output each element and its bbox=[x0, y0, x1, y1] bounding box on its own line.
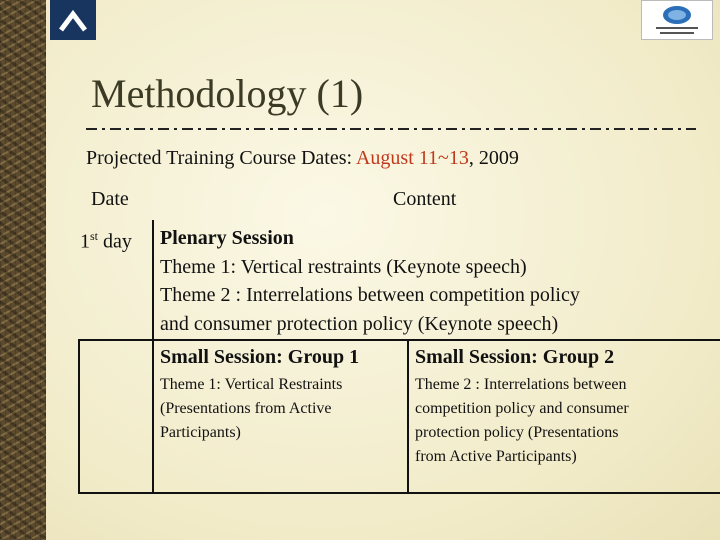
date-column-header: Date bbox=[91, 188, 129, 210]
content-column-header: Content bbox=[393, 188, 457, 210]
group1-description: Theme 1: Vertical Restraints (Presentations from Active Participants) bbox=[160, 376, 343, 441]
dates-year: , 2009 bbox=[468, 147, 519, 169]
group2-title: Small Session: Group 2 bbox=[415, 346, 615, 368]
plenary-session bbox=[160, 224, 580, 338]
table-left-border bbox=[78, 339, 80, 494]
course-dates bbox=[86, 146, 519, 170]
chevron-up-icon bbox=[58, 6, 88, 34]
table-divider-groups bbox=[407, 339, 409, 494]
group1-title: Small Session: Group 1 bbox=[160, 346, 360, 368]
table-bottom-border bbox=[78, 492, 720, 494]
apec-logo-icon bbox=[641, 0, 713, 40]
dates-label: Projected Training Course Dates: bbox=[86, 147, 356, 169]
title-divider bbox=[86, 128, 696, 130]
group2-description: Theme 2 : Interrelations between competition policy and consumer protection policy (Presentations from Active Participants) bbox=[415, 376, 629, 465]
table-row-divider bbox=[78, 339, 720, 341]
decorative-sidebar bbox=[0, 0, 46, 540]
plenary-line: Theme 1: Vertical restraints (Keynote speech) bbox=[160, 255, 527, 278]
plenary-line: Theme 2 : Interrelations between competition policy bbox=[160, 284, 580, 306]
day-label: 1st day bbox=[80, 229, 132, 253]
page-title: Methodology (1) bbox=[91, 71, 364, 116]
table-divider-date bbox=[152, 220, 154, 494]
nav-button[interactable] bbox=[50, 0, 96, 40]
plenary-line: and consumer protection policy (Keynote speech) bbox=[160, 312, 559, 335]
dates-value: August 11~13 bbox=[355, 147, 469, 169]
plenary-title: Plenary Session bbox=[160, 227, 294, 249]
